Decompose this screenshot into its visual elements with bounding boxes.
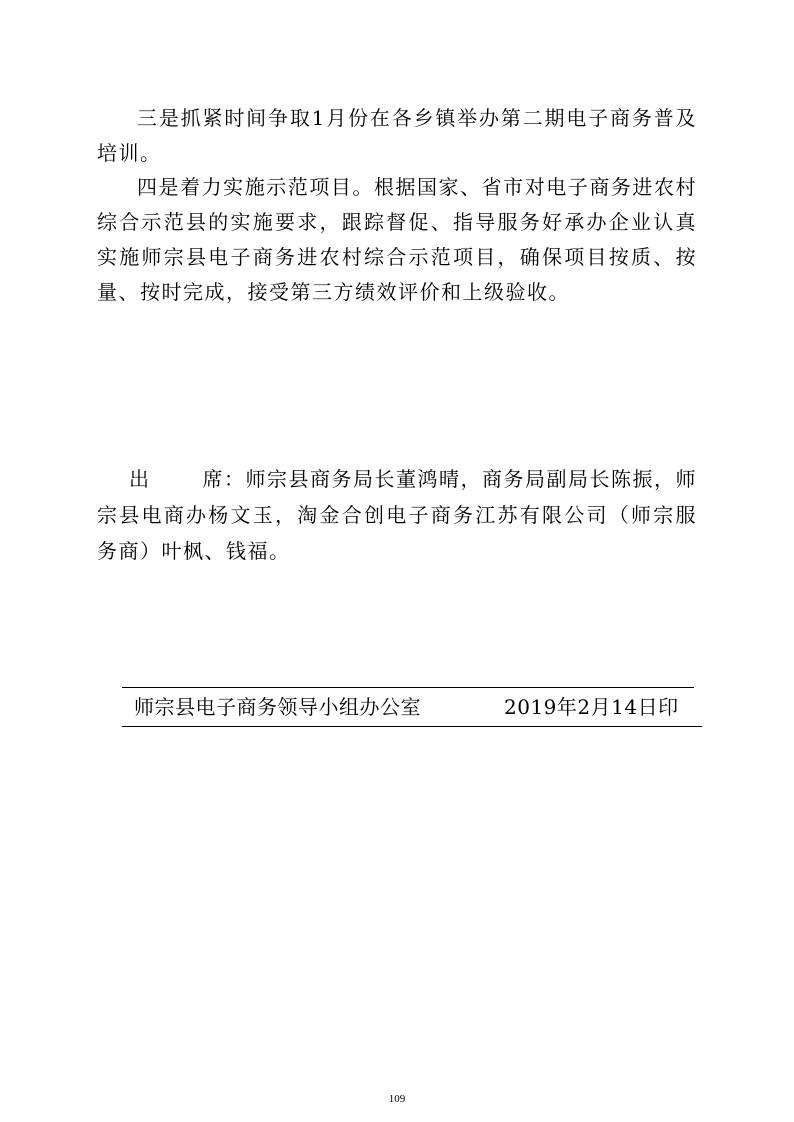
- footer-issuer: 师宗县电子商务领导小组办公室: [134, 695, 421, 719]
- footer-print-date: 2019年2月14日印: [504, 695, 679, 719]
- print-footer: [122, 687, 694, 727]
- attendance-label-first: 出: [129, 467, 151, 491]
- attendance-label-second: 席：: [202, 467, 246, 491]
- attendance-list: 师宗县商务局长董鸿晴，商务局副局长陈振，师宗县电商办杨文玉，淘金合创电子商务江苏有限公司（师宗服务商）叶枫、钱福。: [97, 467, 697, 563]
- footer-bottom-rule: [122, 726, 702, 727]
- footer-top-rule: [122, 687, 694, 688]
- attendance-section: [97, 461, 697, 569]
- page-number: 109: [388, 1093, 406, 1105]
- paragraph-3: 三是抓紧时间争取1月份在各乡镇举办第二期电子商务普及培训。: [97, 106, 697, 165]
- paragraph-4: 四是着力实施示范项目。根据国家、省市对电子商务进农村综合示范县的实施要求，跟踪督促、指导服务好承办企业认真实施师宗县电子商务进农村综合示范项目，确保项目按质、按量、按时完成，接受第三方绩效评价和上级验收。: [97, 175, 697, 304]
